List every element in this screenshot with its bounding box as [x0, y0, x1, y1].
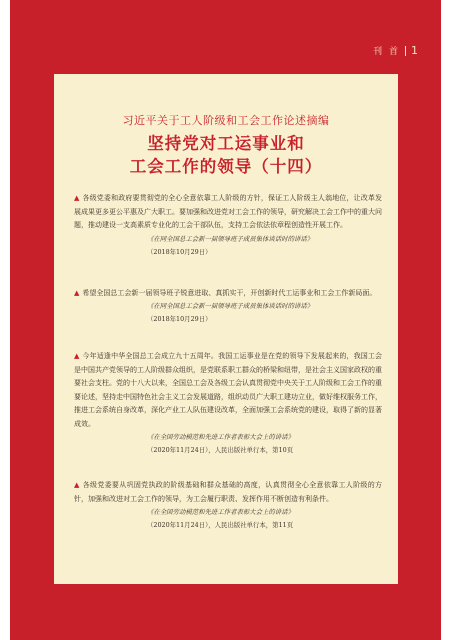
- headline-line-2: 工会工作的领导（十四）: [129, 157, 323, 176]
- excerpt-4: [74, 479, 382, 532]
- excerpt-2: [74, 287, 382, 327]
- excerpt-citation: 《在全国劳动模范和先进工作者表彰大会上的讲话》: [147, 508, 294, 516]
- excerpt-text: 希望全国总工会新一届领导班子锐意进取、真抓实干，开创新时代工运事业和工会工作新局面。: [82, 288, 377, 297]
- divider: [405, 46, 406, 56]
- excerpt-date: （2020年11月24日），人民出版社单行本，第11页: [147, 521, 294, 529]
- running-head: [373, 44, 418, 57]
- series-title: 习近平关于工人阶级和工会工作论述摘编: [122, 114, 330, 127]
- triangle-icon: ▲: [74, 194, 80, 202]
- excerpt-3: [74, 350, 382, 457]
- excerpt-date: （2018年10月29日）: [147, 247, 212, 256]
- excerpt-text: 各级党委要从巩固党执政的阶级基础和群众基础的高度，认真贯彻全心全意依靠工人阶级的方针，加强和改进对工会工作的领导，为工会履行职责、发挥作用不断创造有利条件。: [74, 481, 383, 503]
- excerpt-text: 今年适逢中华全国总工会成立九十五周年。我国工运事业是在党的领导下发展起来的，我国工会是中国共产党领导的工人阶级群众组织，是党联系职工群众的桥梁和纽带，是社会主义国家政权的重要社会支柱。党的十八大以来，全国总工会及各级工会认真贯彻党中央关于工人阶级和工会工作的重要论述，坚持走中国特色社会主义工会发展道路，组织动员广大职工建功立业，做好维权服务工作，推进工会系统自身改革，深化产业工人队伍建设改革，全面加强工会系统党的建设，取得了新的显著成效。: [74, 352, 383, 428]
- excerpt-citation: 《在全国劳动模范和先进工作者表彰大会上的讲话》: [147, 433, 294, 441]
- headline-line-1: 坚持党对工运事业和: [147, 134, 305, 153]
- triangle-icon: ▲: [74, 288, 80, 297]
- triangle-icon: ▲: [74, 352, 80, 360]
- excerpt-citation: 《在同全国总工会新一届领导班子成员集体谈话时的讲话》: [147, 302, 314, 310]
- section-label: 刊 首: [373, 47, 400, 57]
- excerpt-1: [74, 192, 382, 259]
- page-number: 1: [411, 44, 418, 57]
- excerpt-list: [74, 192, 382, 532]
- excerpt-text: 各级党委和政府要贯彻党的全心全意依靠工人阶级的方针，保证工人阶级主人翁地位，让改革发展成果更多更公平惠及广大职工。要加强和改进党对工会工作的领导，研究解决工会工作中的重大问题，推动建设一支高素质专业化的工会干部队伍，支持工会依法依章程创造性开展工作。: [74, 194, 383, 229]
- headline: [54, 132, 398, 178]
- excerpt-date: （2018年10月29日）: [147, 315, 212, 323]
- article-header: [54, 112, 398, 178]
- content-panel: [54, 74, 398, 584]
- excerpt-date: （2020年11月24日），人民出版社单行本，第10页: [147, 446, 294, 454]
- triangle-icon: ▲: [74, 481, 80, 489]
- excerpt-citation: 《在同全国总工会新一届领导班子成员集体谈话时的讲话》: [147, 234, 314, 243]
